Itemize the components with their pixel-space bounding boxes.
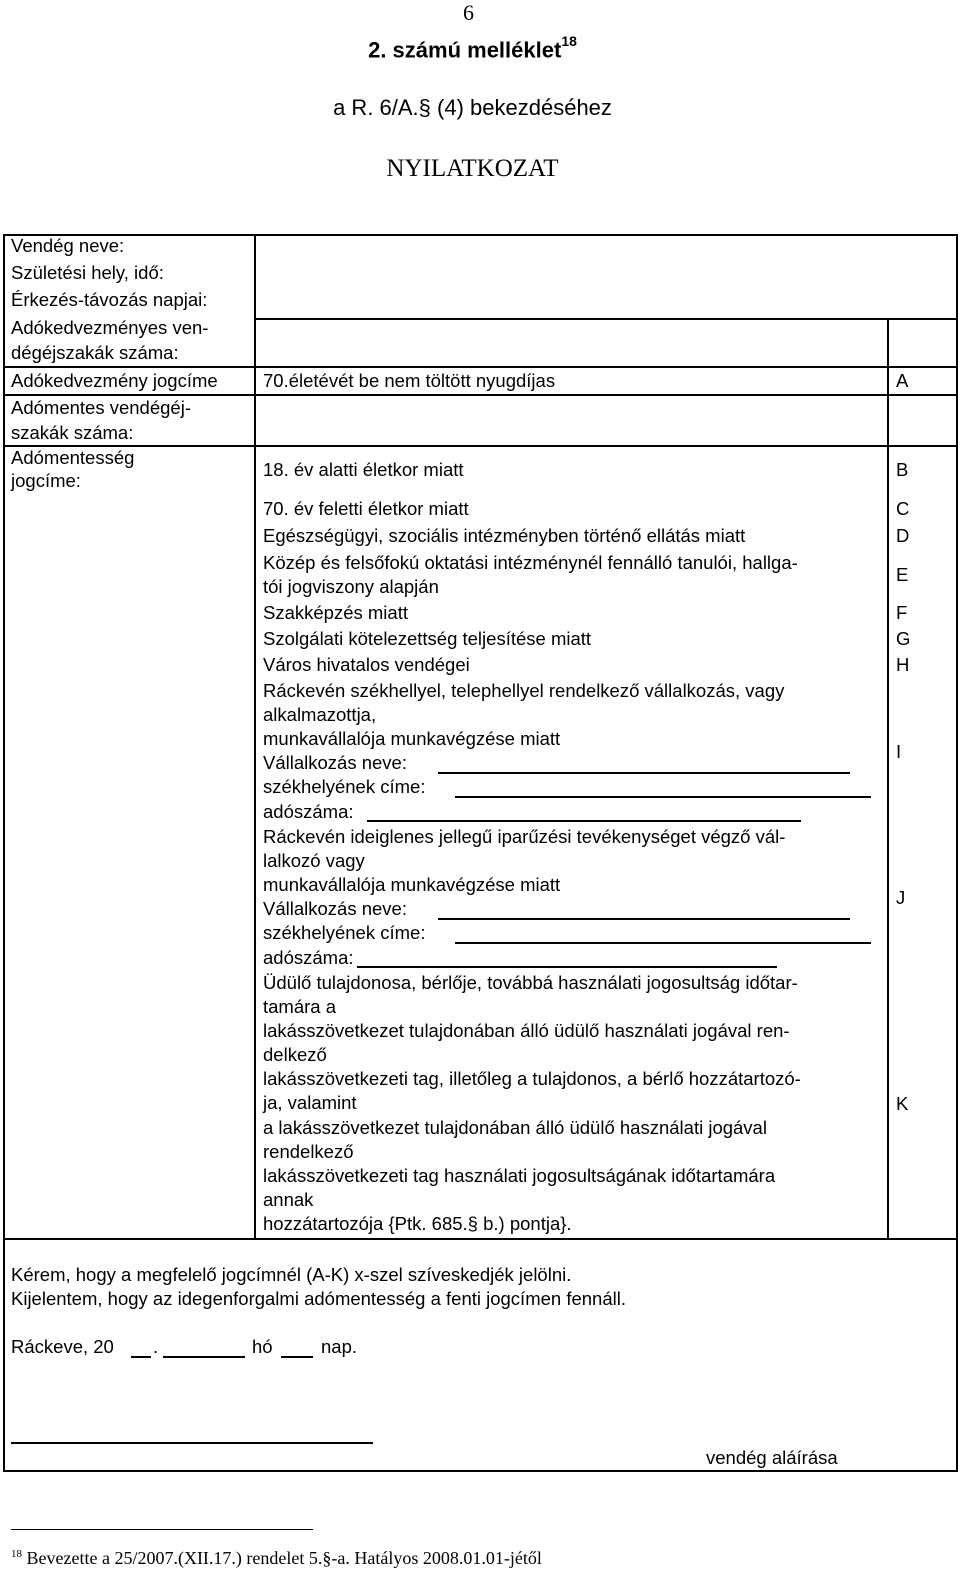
guest-name-label: Vendég neve: bbox=[11, 235, 125, 256]
code-e: E bbox=[896, 564, 909, 585]
year-field[interactable] bbox=[131, 1356, 151, 1358]
reason-k-line-2: tamára a bbox=[263, 996, 337, 1017]
reason-k-line-5: lakásszövetkezeti tag, illetőleg a tulajdonos, a bérlő hozzátartozó- bbox=[263, 1068, 801, 1089]
discount-nights-label-2: dégéjszakák száma: bbox=[11, 342, 179, 363]
reason-j-line-3: munkavállalója munkavégzése miatt bbox=[263, 874, 561, 895]
exempt-nights-label-1: Adómentes vendégéj- bbox=[11, 397, 191, 418]
code-b: B bbox=[896, 459, 909, 480]
reason-h: Város hivatalos vendégei bbox=[263, 654, 470, 675]
code-f: F bbox=[896, 602, 908, 623]
reason-j-line-1: Ráckevén ideiglenes jellegű iparűzési tevékenységet végző vál- bbox=[263, 826, 786, 847]
footnote-separator bbox=[11, 1529, 313, 1530]
instruction-text: Kérem, hogy a megfelelő jogcímnél (A-K) x-szel szíveskedjék jelölni. bbox=[11, 1264, 572, 1285]
company-name-field-j[interactable] bbox=[438, 918, 850, 920]
reason-f: Szakképzés miatt bbox=[263, 602, 408, 623]
code-i: I bbox=[896, 741, 902, 762]
reason-k-line-11: hozzátartozója {Ptk. 685.§ b.) pontja}. bbox=[263, 1213, 572, 1234]
declaration-text: Kijelentem, hogy az idegenforgalmi adómentesség a fenti jogcímen fennáll. bbox=[11, 1288, 626, 1309]
reason-b: 18. év alatti életkor miatt bbox=[263, 459, 464, 480]
tax-number-label-i: adószáma: bbox=[263, 801, 354, 822]
company-name-field-i[interactable] bbox=[438, 772, 850, 774]
page-number: 6 bbox=[463, 0, 474, 25]
birth-label: Születési hely, idő: bbox=[11, 262, 164, 283]
reason-k-line-3: lakásszövetkezet tulajdonában álló üdülő használati jogával ren- bbox=[263, 1020, 790, 1041]
place-date-prefix: Ráckeve, 20 bbox=[11, 1336, 114, 1357]
tax-number-field-i[interactable] bbox=[367, 820, 801, 822]
arrival-label: Érkezés-távozás napjai: bbox=[11, 289, 208, 310]
month-field[interactable] bbox=[163, 1356, 245, 1358]
subtitle: a R. 6/A.§ (4) bekezdéséhez bbox=[333, 95, 612, 120]
reason-e-line-2: tói jogviszony alapján bbox=[263, 576, 439, 597]
day-field[interactable] bbox=[281, 1356, 313, 1358]
exempt-nights-label-2: szakák száma: bbox=[11, 422, 134, 443]
company-address-label-i: székhelyének címe: bbox=[263, 776, 426, 797]
company-name-label-j: Vállalkozás neve: bbox=[263, 898, 407, 919]
reason-i-line-2: alkalmazottja, bbox=[263, 704, 377, 725]
reason-k-line-4: delkező bbox=[263, 1044, 327, 1065]
reason-g: Szolgálati kötelezettség teljesítése miatt bbox=[263, 628, 592, 649]
reason-k-line-9: lakásszövetkezeti tag használati jogosultságának időtartamára bbox=[263, 1165, 776, 1186]
reason-e-line-1: Közép és felsőfokú oktatási intézménynél fennálló tanulói, hallga- bbox=[263, 552, 798, 573]
code-d: D bbox=[896, 525, 910, 546]
reason-k-line-10: annak bbox=[263, 1189, 314, 1210]
reason-k-line-7: a lakásszövetkezet tulajdonában álló üdülő használati jogával bbox=[263, 1117, 767, 1138]
reason-d: Egészségügyi, szociális intézményben történő ellátás miatt bbox=[263, 525, 746, 546]
code-h: H bbox=[896, 654, 910, 675]
code-c: C bbox=[896, 498, 910, 519]
discount-reason-a: 70.életévét be nem töltött nyugdíjas bbox=[263, 370, 556, 391]
tax-number-label-j: adószáma: bbox=[263, 947, 354, 968]
footnote-ref: 18 bbox=[561, 33, 577, 49]
date-dot: . bbox=[153, 1336, 159, 1357]
day-label: nap. bbox=[321, 1336, 358, 1357]
reason-i-line-3: munkavállalója munkavégzése miatt bbox=[263, 728, 561, 749]
reason-k-line-8: rendelkező bbox=[263, 1141, 354, 1162]
month-label: hó bbox=[252, 1336, 273, 1357]
reason-k-line-6: ja, valamint bbox=[263, 1092, 357, 1113]
reason-k-line-1: Üdülő tulajdonosa, bérlője, továbbá használati jogosultság időtar- bbox=[263, 972, 798, 993]
reason-c: 70. év feletti életkor miatt bbox=[263, 498, 469, 519]
code-a: A bbox=[896, 370, 909, 391]
signature-label: vendég aláírása bbox=[706, 1447, 838, 1468]
company-address-field-i[interactable] bbox=[455, 796, 871, 798]
exemption-label-1: Adómentesség bbox=[11, 447, 135, 468]
code-k: K bbox=[896, 1093, 909, 1114]
page-title: 2. számú melléklet$^{18}$ bbox=[368, 33, 577, 63]
declaration-heading: NYILATKOZAT bbox=[386, 155, 559, 182]
footnote: $^{18}$ Bevezette a 25/2007.(XII.17.) rendelet 5.§-a. Hatályos 2008.01.01-jétől bbox=[11, 1548, 542, 1568]
reason-i-line-1: Ráckevén székhellyel, telephellyel rendelkező vállalkozás, vagy bbox=[263, 680, 785, 701]
code-g: G bbox=[896, 628, 911, 649]
discount-nights-label-1: Adókedvezményes ven- bbox=[11, 317, 209, 338]
company-name-label-i: Vállalkozás neve: bbox=[263, 752, 407, 773]
signature-field[interactable] bbox=[11, 1442, 373, 1444]
code-j: J bbox=[896, 887, 906, 908]
company-address-label-j: székhelyének címe: bbox=[263, 922, 426, 943]
company-address-field-j[interactable] bbox=[455, 942, 871, 944]
reason-j-line-2: lalkozó vagy bbox=[263, 850, 365, 871]
exemption-label-2: jogcíme: bbox=[11, 470, 81, 491]
tax-number-field-j[interactable] bbox=[357, 966, 777, 968]
discount-title-label: Adókedvezmény jogcíme bbox=[11, 370, 218, 391]
